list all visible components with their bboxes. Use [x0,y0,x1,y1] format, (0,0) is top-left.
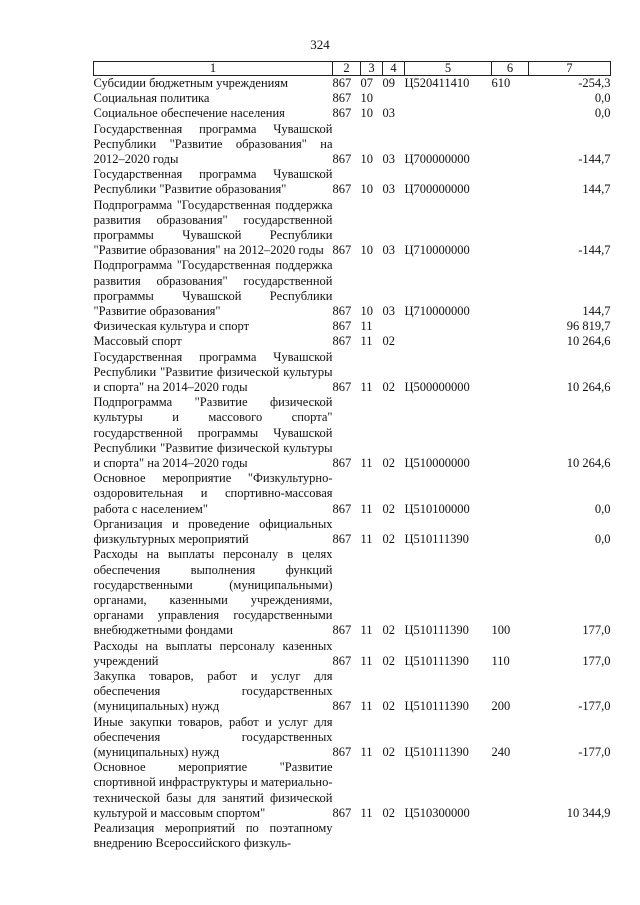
table-header-row [94,62,611,76]
row-subsection: 02 [382,456,395,471]
row-admin-code: 867 [332,805,352,820]
row-amount: -144,7 [578,243,611,258]
row-description: Подпрограмма "Развитие физической культуры и массового спорта" государственной программы Чувашской Республики "Развитие физической культуры и спорта" на 2014–2020 годы [93,395,333,471]
table-row [94,198,611,259]
row-section: 11 [360,501,373,516]
row-section: 11 [360,456,373,471]
row-target-article [405,91,492,106]
row-section: 11 [360,805,373,820]
row-admin-code: 867 [332,334,352,349]
row-section: 07 [360,76,373,90]
column-header-4: 4 [383,62,405,76]
row-expense-type [492,122,529,168]
row-target-article: Ц510111390 [404,532,469,547]
row-admin-code: 867 [332,744,352,759]
row-subsection: 02 [382,501,395,516]
row-expense-type [492,821,529,851]
row-section: 11 [360,744,373,759]
row-expense-type: 200 [491,699,511,714]
row-description: Расходы на выплаты персоналу казенных учреждений [93,638,333,668]
table-row [94,319,611,334]
row-section: 11 [360,334,373,349]
row-amount: -177,0 [578,744,611,759]
table-row [94,350,611,396]
column-header-6: 6 [492,62,529,76]
table-row [94,122,611,168]
row-description: Подпрограмма "Государственная поддержка развития образования" государственной программы Чувашской Республики "Развитие образования" на 2012–2020 годы [93,197,333,258]
row-expense-type [492,471,529,517]
row-admin-code: 867 [332,623,352,638]
row-description: Социальное обеспечение населения [93,106,285,121]
row-description: Физическая культура и спорт [93,319,250,334]
row-subsection [383,91,405,106]
row-admin-code: 867 [332,653,352,668]
row-target-article [405,821,492,851]
row-subsection [383,319,405,334]
row-amount: -254,3 [578,76,611,90]
row-amount: 144,7 [582,304,611,319]
row-section: 10 [360,304,373,319]
row-expense-type [492,517,529,547]
budget-table [93,61,611,851]
column-header-2: 2 [333,62,361,76]
row-section: 11 [360,532,373,547]
row-admin-code: 867 [332,91,352,106]
row-amount: 177,0 [582,623,611,638]
row-description: Основное мероприятие "Развитие спортивной инфраструктуры и материально-технической базы для занятий физической культурой и массовым спортом" [93,760,333,820]
row-amount: -177,0 [578,699,611,714]
row-description: Основное мероприятие "Физкультурно-оздоровительная и спортивно-массовая работа с населением" [93,471,333,516]
row-section: 10 [360,106,373,121]
row-subsection: 02 [382,805,395,820]
row-expense-type [492,319,529,334]
row-admin-code: 867 [332,243,352,258]
table-row [94,258,611,319]
row-amount: 0,0 [594,532,611,547]
row-section: 11 [360,653,373,668]
row-subsection: 03 [382,152,395,167]
row-admin-code: 867 [332,304,352,319]
row-admin-code: 867 [332,152,352,167]
row-expense-type [492,350,529,396]
row-target-article: Ц710000000 [404,243,470,258]
row-amount: 10 264,6 [566,456,611,471]
table-row [94,334,611,349]
row-target-article: Ц700000000 [404,152,470,167]
row-section: 11 [360,699,373,714]
row-amount [529,821,611,851]
row-target-article: Ц500000000 [404,380,470,395]
row-description: Субсидии бюджетным учреждениям [93,76,289,90]
row-target-article: Ц510111390 [404,653,469,668]
column-header-5: 5 [405,62,492,76]
row-admin-code: 867 [332,182,352,197]
row-description: Массовый спорт [93,334,182,349]
row-amount: -144,7 [578,152,611,167]
row-subsection [383,821,405,851]
row-description: Подпрограмма "Государственная поддержка развития образования" государственной программы Чувашской Республики "Развитие образования" [93,258,333,319]
row-expense-type [492,334,529,349]
row-admin-code [333,821,361,851]
table-row [94,395,611,471]
row-section: 11 [360,623,373,638]
row-subsection: 02 [382,532,395,547]
row-amount: 10 344,9 [566,805,611,820]
table-row [94,639,611,669]
table-row [94,517,611,547]
row-admin-code: 867 [332,532,352,547]
row-admin-code: 867 [332,319,352,334]
row-target-article: Ц510300000 [404,805,470,820]
row-subsection: 03 [382,106,395,121]
table-row [94,760,611,821]
row-subsection: 02 [382,653,395,668]
row-admin-code: 867 [332,380,352,395]
row-admin-code: 867 [332,699,352,714]
row-target-article: Ц700000000 [404,182,470,197]
row-description: Реализация мероприятий по поэтапному внедрению Всероссийского физкуль- [93,820,333,851]
table-row [94,547,611,638]
row-admin-code: 867 [332,456,352,471]
row-subsection: 02 [382,334,395,349]
row-expense-type [492,258,529,319]
row-section [361,821,383,851]
column-header-7: 7 [529,62,611,76]
row-description: Закупка товаров, работ и услуг для обеспечения государственных (муниципальных) нужд [93,668,333,714]
row-target-article: Ц520411410 [404,76,470,90]
row-admin-code: 867 [332,76,352,90]
row-subsection: 02 [382,744,395,759]
row-target-article: Ц510100000 [404,501,470,516]
row-amount: 96 819,7 [566,319,611,334]
table-body [94,76,611,852]
row-admin-code: 867 [332,106,352,121]
column-header-1: 1 [94,62,333,76]
row-expense-type [492,760,529,821]
row-target-article [405,106,492,121]
table-row [94,76,611,92]
table-row [94,471,611,517]
row-subsection: 03 [382,304,395,319]
row-subsection: 02 [382,699,395,714]
row-description: Государственная программа Чувашской Республики "Развитие физической культуры и спорта" на 2014–2020 годы [93,349,333,395]
table-row [94,106,611,121]
row-description: Социальная политика [93,91,210,106]
row-subsection: 03 [382,243,395,258]
row-description: Организация и проведение официальных физкультурных мероприятий [93,516,333,547]
row-expense-type [492,167,529,197]
row-description: Государственная программа Чувашской Республики "Развитие образования" [93,167,333,197]
table-row [94,669,611,715]
column-header-3: 3 [361,62,383,76]
table-row [94,821,611,851]
row-amount: 10 264,6 [566,380,611,395]
row-section: 10 [360,182,373,197]
row-amount: 0,0 [594,106,611,121]
row-target-article: Ц510111390 [404,623,469,638]
row-description: Государственная программа Чувашской Республики "Развитие образования" на 2012–2020 годы [93,121,333,167]
row-subsection: 03 [382,182,395,197]
row-amount: 144,7 [582,182,611,197]
row-description: Иные закупки товаров, работ и услуг для обеспечения государственных (муниципальных) нужд [93,714,333,759]
row-admin-code: 867 [332,501,352,516]
row-section: 11 [360,319,373,334]
row-subsection: 02 [382,623,395,638]
row-expense-type: 110 [491,653,510,668]
row-section: 10 [360,152,373,167]
row-expense-type [492,198,529,259]
row-expense-type: 240 [491,744,511,759]
row-subsection: 09 [382,76,395,90]
row-amount: 0,0 [594,501,611,516]
row-target-article [405,319,492,334]
row-target-article [405,334,492,349]
row-section: 10 [360,243,373,258]
row-section: 10 [360,91,373,106]
row-expense-type [492,106,529,121]
row-target-article: Ц510000000 [404,456,470,471]
page-number: 324 [310,37,330,52]
row-expense-type: 610 [491,76,511,90]
row-amount: 0,0 [594,91,611,106]
row-target-article: Ц710000000 [404,304,470,319]
row-expense-type: 100 [491,623,511,638]
row-amount: 177,0 [582,653,611,668]
row-amount: 10 264,6 [566,334,611,349]
row-subsection: 02 [382,380,395,395]
row-description: Расходы на выплаты персоналу в целях обеспечения выполнения функций государственными (муниципальными) органами, казенными учреждениями, органами управления государственными внебюджетными фондами [93,547,333,638]
table-row [94,715,611,761]
row-section: 11 [360,380,373,395]
row-expense-type [492,395,529,471]
table-row [94,167,611,197]
row-expense-type [492,91,529,106]
row-target-article: Ц510111390 [404,744,469,759]
table-row [94,91,611,106]
row-target-article: Ц510111390 [404,699,469,714]
